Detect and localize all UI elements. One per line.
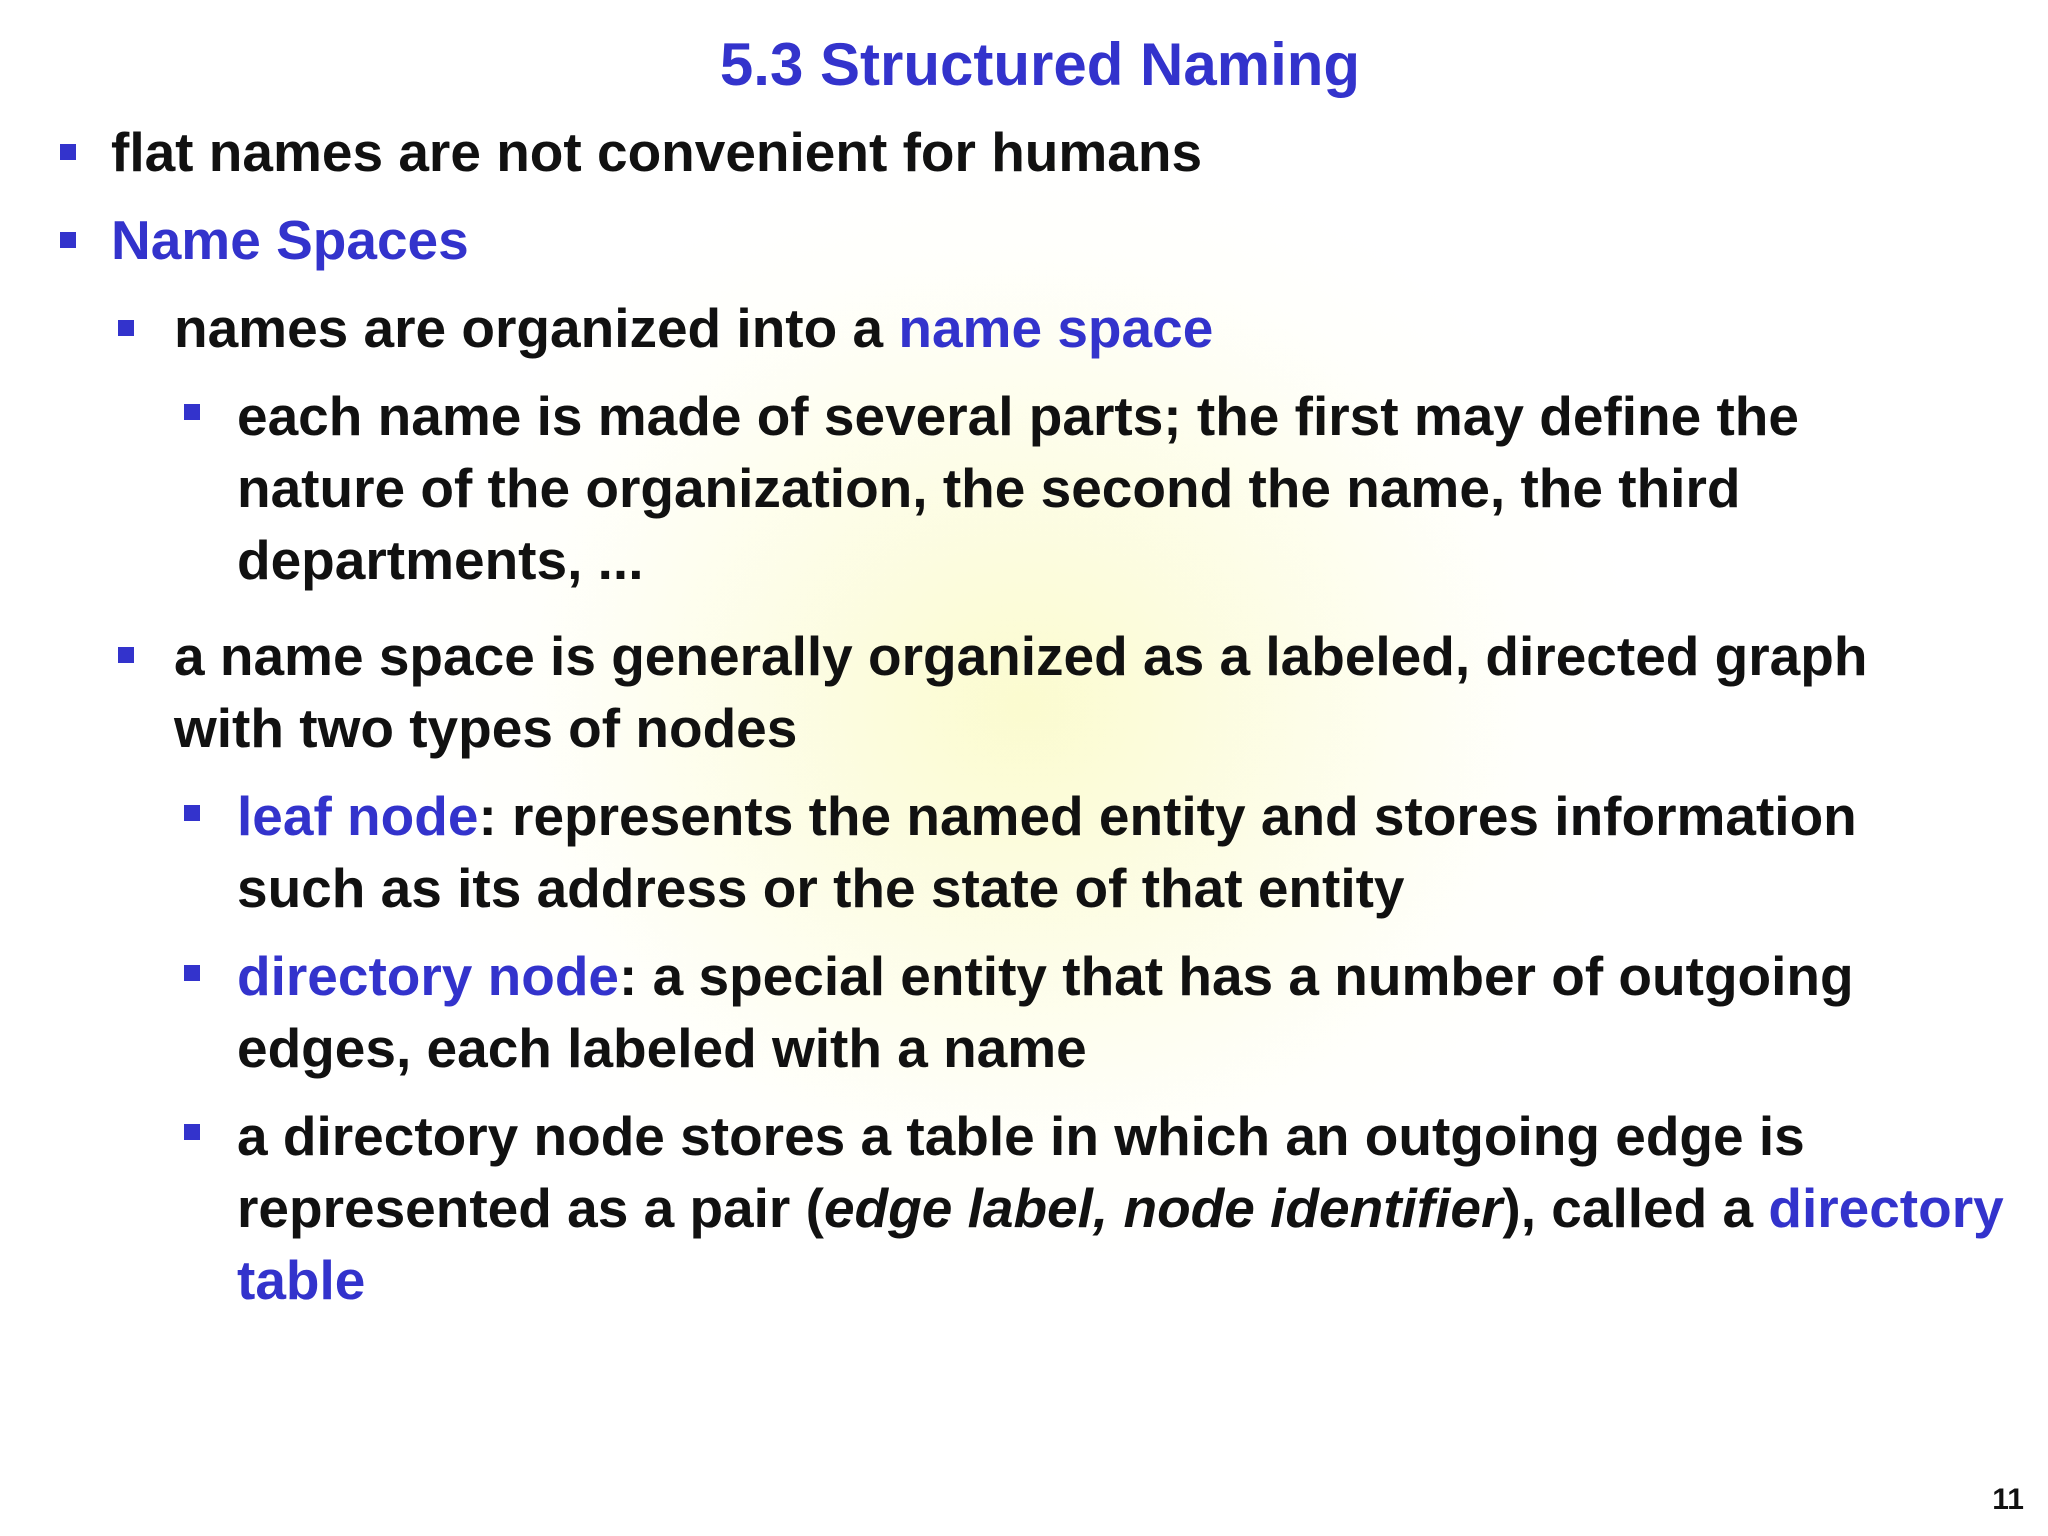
square-bullet-icon [60, 144, 76, 160]
bullet-flat-names: flat names are not convenient for humans [111, 121, 1203, 183]
square-bullet-icon [184, 805, 200, 821]
square-bullet-icon [118, 647, 134, 663]
square-bullet-icon [184, 404, 200, 420]
bullet-name-spaces: Name Spaces [111, 209, 469, 271]
bullet-directory-node: directory node: a special entity that has a number of outgoing edges, each labeled with a name [237, 945, 1854, 1079]
bullet-leaf-node: leaf node: represents the named entity and stores information such as its address or the state of that entity [237, 785, 1857, 919]
square-bullet-icon [184, 965, 200, 981]
bullet-labeled-directed-graph: a name space is generally organized as a labeled, directed graph with two types of nodes [174, 625, 1868, 759]
page-number: 11 [1992, 1483, 2024, 1516]
square-bullet-icon [184, 1124, 200, 1140]
square-bullet-icon [118, 320, 134, 336]
bullet-directory-table: a directory node stores a table in which an outgoing edge is represented as a pair (edge label, node identifier), called a directory table [237, 1105, 2004, 1311]
bullet-organized-name-space: names are organized into a name space [174, 297, 1214, 359]
bullet-name-parts: each name is made of several parts; the first may define the nature of the organization, the second the name, the third departments, ... [237, 385, 1799, 591]
slide-title: 5.3 Structured Naming [719, 31, 1361, 98]
square-bullet-icon [60, 232, 76, 248]
